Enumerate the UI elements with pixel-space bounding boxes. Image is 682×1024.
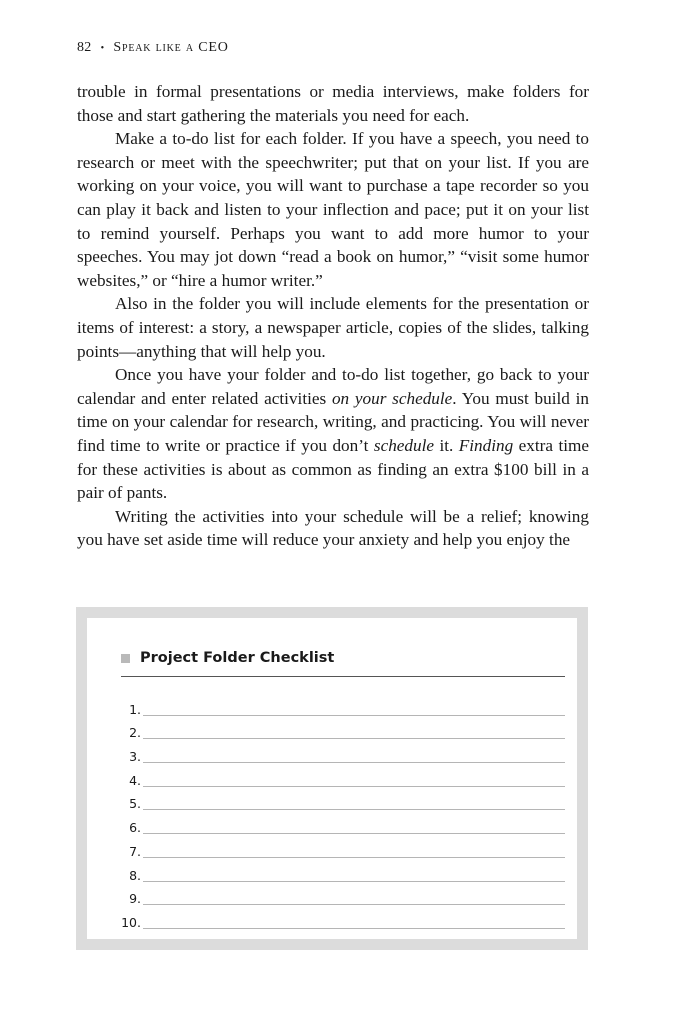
emphasis-text: schedule bbox=[373, 435, 435, 455]
checklist-item bbox=[113, 836, 565, 860]
checklist-item bbox=[113, 860, 565, 884]
page-number: 82 bbox=[77, 40, 92, 55]
checklist-item bbox=[113, 812, 565, 836]
checklist-item bbox=[113, 789, 565, 813]
checklist-box bbox=[76, 607, 588, 950]
book-title: Speak like a CEO bbox=[113, 40, 229, 55]
text-run: Once you have your folder and to-do list together, go back to your calendar and enter related activities bbox=[77, 365, 589, 408]
text-run: extra time for these activities is about as common as finding an extra $100 bill in a pair of pants. bbox=[77, 435, 589, 503]
item-number: 3. bbox=[129, 749, 141, 765]
write-in-line bbox=[143, 761, 565, 763]
checklist-items bbox=[113, 694, 565, 931]
item-number: 10. bbox=[121, 914, 141, 930]
item-number: 4. bbox=[129, 772, 141, 788]
write-in-line bbox=[143, 785, 565, 787]
checklist-item bbox=[113, 884, 565, 908]
checklist-title: Project Folder Checklist bbox=[140, 650, 335, 666]
item-number: 9. bbox=[129, 891, 141, 907]
write-in-line bbox=[143, 714, 565, 716]
square-bullet-icon bbox=[121, 654, 130, 663]
text-run: . You must build in time on your calendar for research, writing, and practicing. You will never find time to write or practice if you don’t bbox=[77, 388, 589, 455]
running-head bbox=[77, 40, 229, 56]
paragraph: Make a to-do list for each folder. If you have a speech, you need to research or meet with the speechwriter; put that on your list. If you are working on your voice, you will want to purchase a tape recorder so you can play it back and listen to your inflection and pace; put it on your list to remind yourself. Perhaps you want to add more humor to your speeches. You may jot down “read a book on humor,” “visit some humor websites,” or “hire a humor writer.” bbox=[77, 129, 589, 290]
write-in-line bbox=[143, 880, 565, 882]
item-number: 6. bbox=[129, 820, 141, 836]
item-number: 2. bbox=[129, 725, 141, 741]
write-in-line bbox=[143, 808, 565, 810]
body-text bbox=[77, 80, 589, 552]
paragraph: trouble in formal presentations or media interviews, make folders for those and start gathering the materials you need for each. bbox=[77, 82, 589, 125]
emphasis-text: on your schedule bbox=[331, 388, 453, 408]
item-number: 7. bbox=[129, 843, 141, 859]
text-run: it. bbox=[434, 435, 459, 455]
item-number: 8. bbox=[129, 867, 141, 883]
item-number: 1. bbox=[129, 701, 141, 717]
checklist-item bbox=[113, 718, 565, 742]
checklist-panel bbox=[87, 618, 577, 939]
checklist-item bbox=[113, 741, 565, 765]
item-number: 5. bbox=[129, 796, 141, 812]
paragraph: Also in the folder you will include elements for the presentation or items of interest: a story, a newspaper article, copies of the slides, talking points—anything that will help you. bbox=[77, 294, 589, 361]
write-in-line bbox=[143, 832, 565, 834]
paragraph bbox=[77, 363, 589, 505]
checklist-item bbox=[113, 907, 565, 931]
write-in-line bbox=[143, 737, 565, 739]
emphasis-text: Finding bbox=[458, 435, 514, 455]
bullet-separator: • bbox=[100, 42, 105, 54]
checklist-item bbox=[113, 765, 565, 789]
paragraph: Writing the activities into your schedule will be a relief; knowing you have set aside time will reduce your anxiety and help you enjoy the bbox=[77, 506, 589, 550]
write-in-line bbox=[143, 856, 565, 858]
write-in-line bbox=[143, 927, 565, 929]
write-in-line bbox=[143, 903, 565, 905]
checklist-item bbox=[113, 694, 565, 718]
checklist-header bbox=[121, 650, 565, 677]
